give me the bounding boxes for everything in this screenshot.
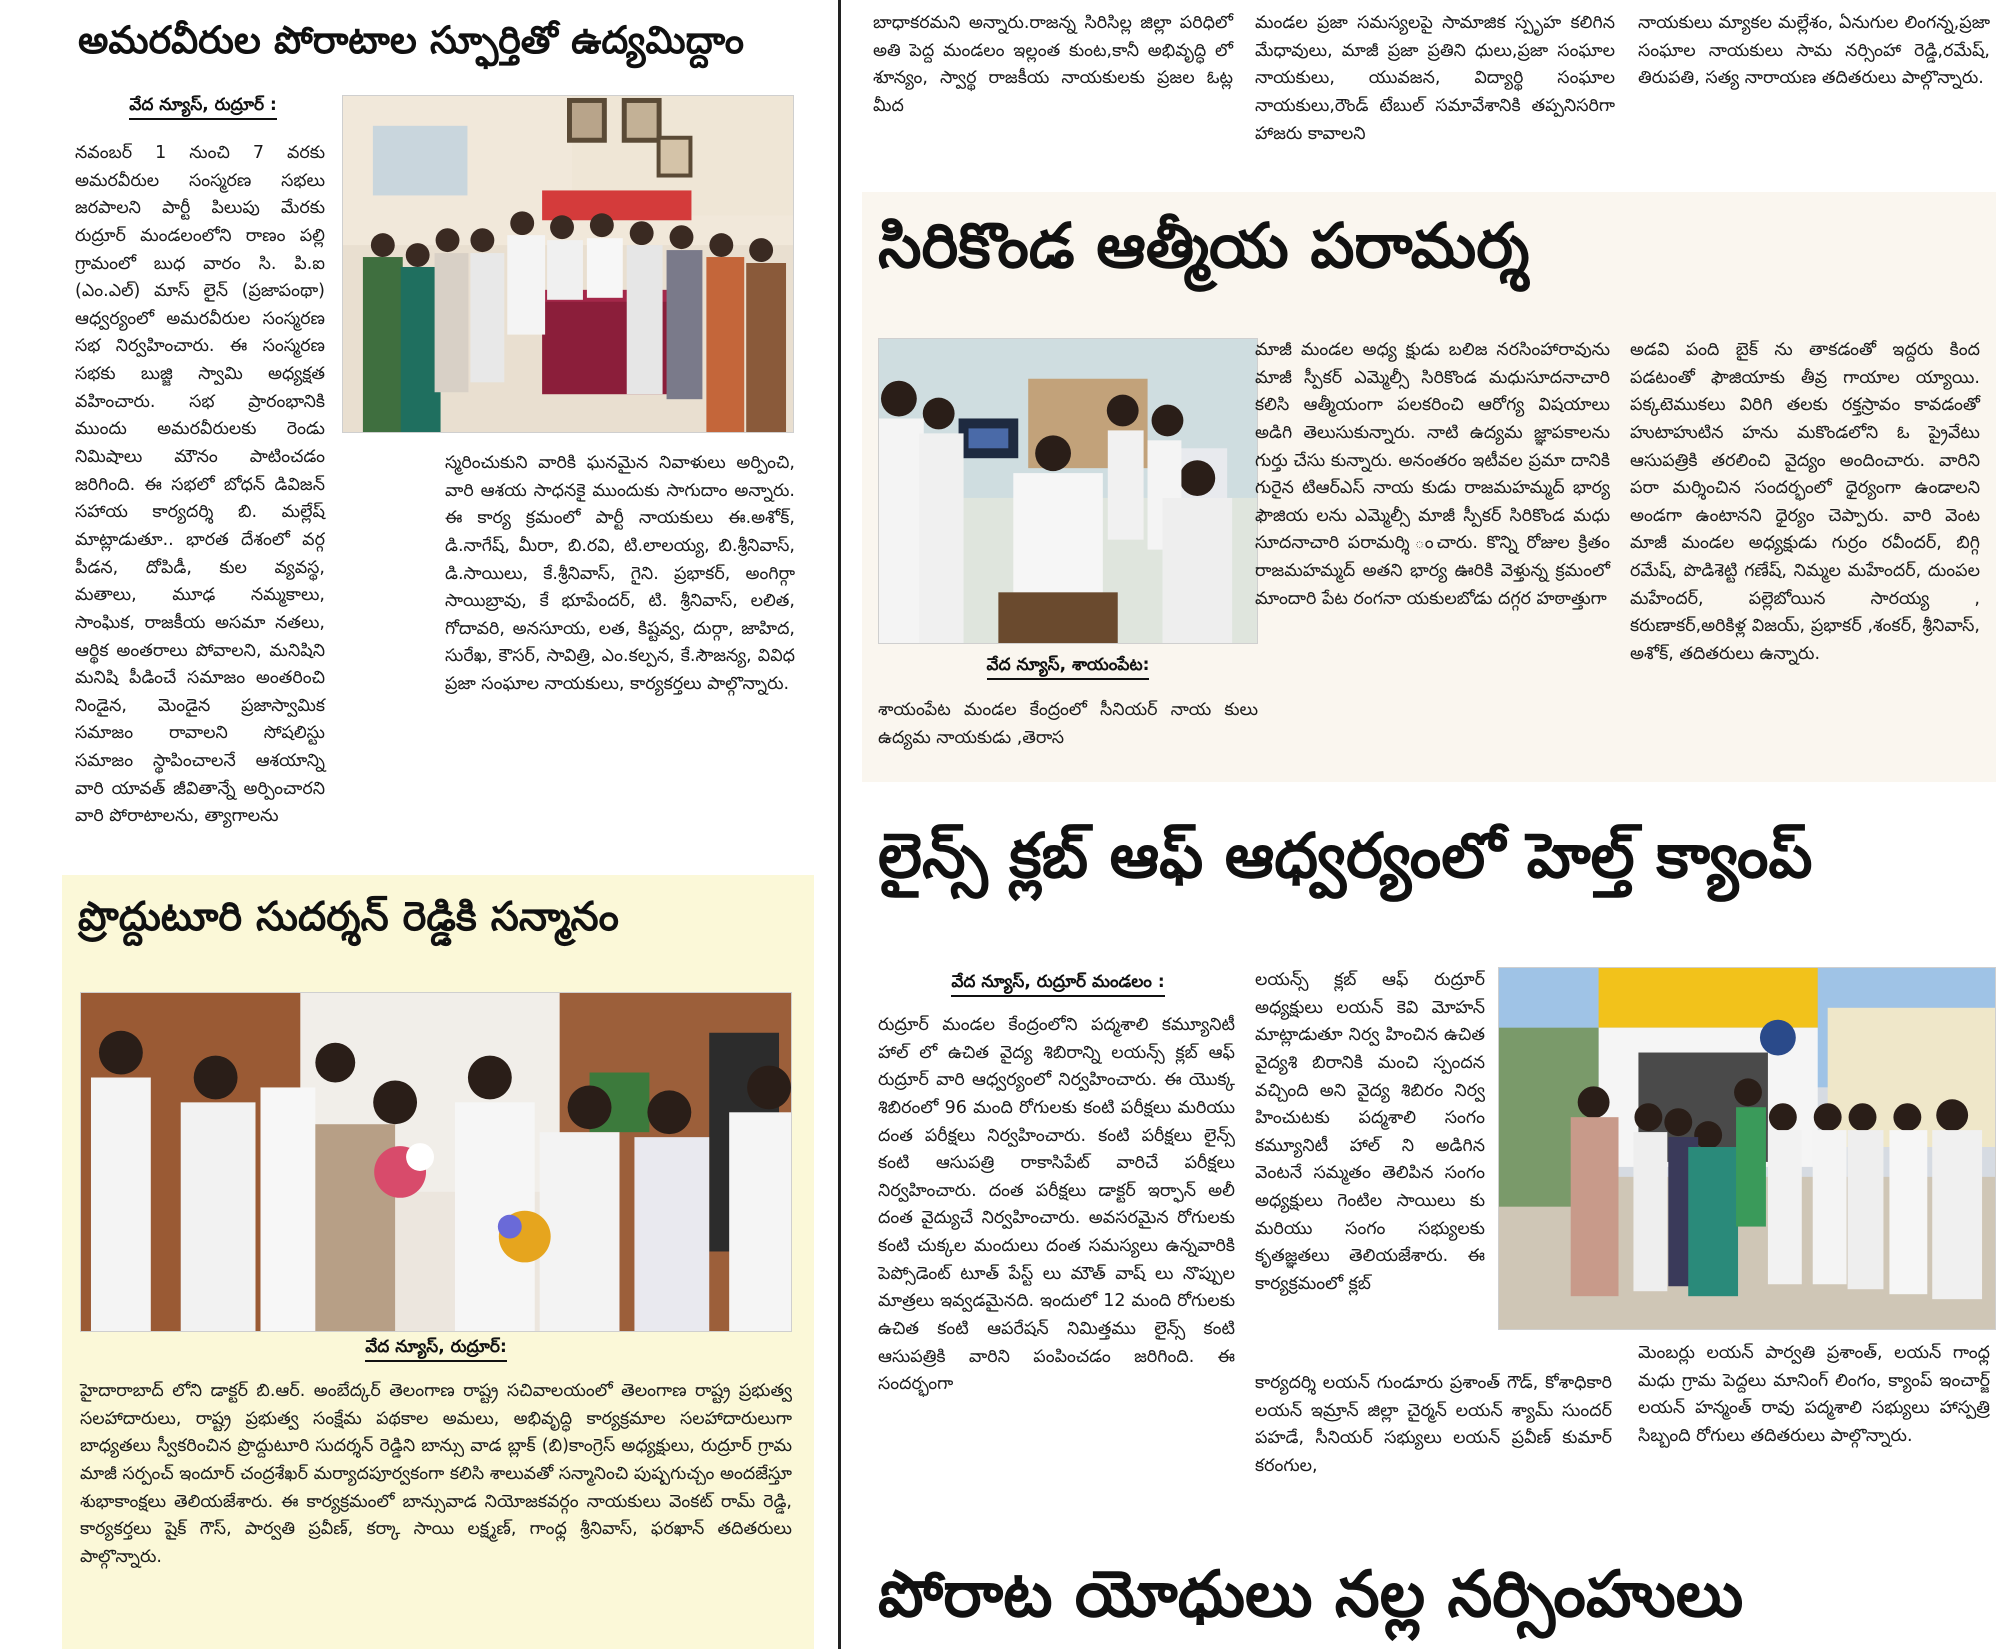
byline-lions: వేద న్యూస్, రుద్రూర్ మండలం : — [878, 972, 1238, 996]
article-sirikonda-col2: మాజీ మండల అధ్య క్షుడు బలిజ నరసింహారావును మాజీ స్పీకర్ ఎమ్మెల్సీ సిరికొండ మధుసూదనాచారి కలిసి ఆత్మీయంగా పలకరించి ఆరోగ్య విషయాలు అడిగి తెలుసుకున్నారు. నాటి ఉద్యమ జ్ఞాపకాలను గుర్తు చేసు కున్నారు. అనంతరం ఇటీవల ప్రమా దానికి గురైన టిఆర్ఎస్ నాయ కుడు రాజమహమ్మద్ భార్య ఫౌజియ లను ఎమ్మెల్సీ మాజీ స్పీకర్ సిరికొండ మధు సూదనాచారి పరామర్శి ంచారు. కొన్ని రోజుల క్రితం రాజమహమ్మద్ అతని భార్య ఊరికి వెళ్తున్న క్రమంలో మాందారి పేట రంగనా యకులబోడు దగ్గర హఠాత్తుగా — [1255, 340, 1610, 609]
byline-proddutoori: వేద న్యూస్, రుద్రూర్: — [80, 1337, 792, 1361]
byline-amaraveerula: వేద న్యూస్, రుద్రూర్ : — [78, 95, 328, 119]
article-proddutoori-body: హైదారాబాద్ లోని డాక్టర్ బి.ఆర్. అంబేద్కర్ తెలంగాణ రాష్ట్ర సచివాలయంలో తెలంగాణ రాష్ట్ర ప్రభుత్వ సలహాదారులు, రాష్ట్ర ప్రభుత్వ సంక్షేమ పథకాల అమలు, అభివృద్ధి కార్యక్రమాల సలహాదారులుగా బాధ్యతలు స్వీకరించిన ప్రొద్దుటూరి సుదర్శన్ రెడ్డిని బాన్సు వాడ బ్లాక్ (బి)కాంగ్రెస్ అధ్యక్షులు, రుద్రూర్ గ్రామ మాజీ సర్పంచ్ ఇందూర్ చంద్రశేఖర్ మర్యాదపూర్వకంగా కలిసి శాలువతో సన్మానించి పుష్పగుచ్చం అందజేస్తూ శుభాకాంక్షలు తెలియజేశారు. ఈ కార్యక్రమంలో బాన్సువాడ నియోజకవర్గం నాయకులు వెంకట్ రామ్ రెడ్డి, కార్యకర్తలు షైక్ గౌస్, పార్వతి ప్రవీణ్, కర్కా సాయి లక్ష్మణ్, గాంధ్ల శ్రీనివాస్, ఫరఖాన్ తదితరులు పాల్గొన్నారు. — [80, 1381, 792, 1567]
photo-sirikonda-visit — [878, 338, 1258, 644]
column-divider — [838, 0, 841, 1649]
headline-proddutoori: ప్రొద్దుటూరి సుదర్శన్ రెడ్డికి సన్మానం — [78, 894, 619, 940]
article-sirikonda-col3: అడవి పంది బైక్ ను తాకడంతో ఇద్దరు కింద పడటంతో ఫౌజియాకు తీవ్ర గాయాల య్యాయి. పక్కటెముకలు విరిగి తలకు రక్తస్రావం కావడంతో హుటాహుటిన హను మకొండలోని ఓ ప్రైవేటు ఆసుపత్రికి తరలించి వైద్యం అందించారు. వారిని పరా మర్శించిన సందర్భంలో ధైర్యంగా ఉండాలని అండగా ఉంటానని ధైర్యం చెప్పారు. వారి వెంట మాజీ మండల అధ్యక్షుడు గుర్రం రవీందర్, బిగ్గి రమేష్, పొడిశెట్టి గణేష్, నిమ్మల మహేందర్, దుంపల మహేందర్, పల్లెబోయిన సారయ్య , కరుణాకర్,అరికిళ్ల విజయ్, ప్రభాకర్ ,శంకర్, శ్రీనివాస్, అశోక్, తదితరులు ఉన్నారు. — [1630, 340, 1980, 665]
byline-sirikonda: వేద న్యూస్, శాయంపేట: — [878, 655, 1258, 679]
article-amaraveerula-col2: స్మరించుకుని వారికి ఘనమైన నివాళులు అర్పించి, వారి ఆశయ సాధనకై ముందుకు సాగుదాం అన్నారు. ఈ కార్య క్రమంలో పార్టీ నాయకులు ఈ.అశోక్, డి.నాగేష్, మీరా, బి.రవి, టి.లాలయ్య, బి.శ్రీనివాస్, డి.సాయిలు, కే.శ్రీనివాస్, గైని. ప్రభాకర్, అంగిర్గా సాయిబ్రావు, కే భూపేందర్, టి. శ్రీనివాస్, లలిత, గోదావరి, అనసూయ, లత, కిష్టవ్వ, దుర్గా, జాహిద, సురేఖ, కౌసర్, సావిత్రి, ఎం.కల్పన, కే.సౌజన్య, వివిధ ప్రజా సంఘాల నాయకులు, కార్యకర్తలు పాల్గొన్నారు. — [445, 453, 795, 695]
article-lions-col2: లయన్స్ క్లబ్ ఆఫ్ రుద్రూర్ అధ్యక్షులు లయన్ కెవి మోహన్ మాట్లాడుతూ నిర్వ హించిన ఉచిత వైద్యశి బిరానికి మంచి స్పందన వచ్చింది అని వైద్య శిబిరం నిర్వ హించుటకు పద్మశాలి సంగం కమ్యూనిటీ హాల్ ని అడిగిన వెంటనే సమ్మతం తెలిపిన సంగం అధ్యక్షులు గెంటిల సాయిలు కు మరియు సంగం సభ్యులకు కృతజ్ఞతలు తెలియజేశారు. ఈ కార్యక్రమంలో క్లబ్ — [1255, 970, 1485, 1295]
headline-amaraveerula: అమరవీరుల పోరాటాల స్ఫూర్తితో ఉద్యమిద్దాం — [78, 18, 744, 62]
article-sirikonda-caption-text: శాయంపేట మండల కేంద్రంలో సీనియర్ నాయ కులు ఉద్యమ నాయకుడు ,తెరాస — [878, 700, 1258, 748]
continuation-col2: మండల ప్రజా సమస్యలపై సామాజిక స్పృహ కలిగిన మేధావులు, మాజీ ప్రజా ప్రతిని ధులు,ప్రజా సంఘాల నాయకులు, యువజన, విద్యార్థి సంఘాల నాయకులు,రౌండ్ టేబుల్ సమావేశానికి తప్పనిసరిగా హాజరు కావాలని — [1255, 13, 1615, 144]
headline-poraata: పోరాట యోధులు నల్ల నర్సింహులు — [878, 1558, 1744, 1632]
continuation-col3: నాయకులు మ్యాకల మల్లేశం, ఏనుగుల లింగన్న,ప్రజా సంఘాల నాయకులు సామ నర్సింహా రెడ్డి,రమేష్, తిరుపతి, సత్య నారాయణ తదితరులు పాల్గొన్నారు. — [1638, 13, 1990, 89]
photo-health-camp — [1498, 967, 1996, 1330]
photo-memorial-meeting — [342, 95, 794, 433]
photo-felicitation — [80, 992, 792, 1332]
headline-sirikonda: సిరికొండ ఆత్మీయ పరామర్శ — [878, 209, 1530, 282]
article-lions-col3: మెంబర్లు లయన్ పార్వతి ప్రశాంత్, లయన్ గాంధ్ల మధు గ్రామ పెద్దలు మానింగ్ లింగం, క్యాంప్ ఇంచార్జ్ లయన్ హన్మంత్ రావు పద్మశాలి సభ్యులు హాస్పత్రి సిబ్బంది రోగులు తదితరులు పాల్గొన్నారు. — [1638, 1343, 1990, 1446]
continuation-col1: బాధాకరమని అన్నారు.రాజన్న సిరిసిల్ల జిల్లా పరిధిలో అతి పెద్ద మండలం ఇల్లంత కుంట,కానీ అభివృద్ధి లో శూన్యం, స్వార్థ రాజకీయ నాయకులకు ప్రజల ఓట్ల మీద — [873, 13, 1233, 116]
article-lions-wide: కార్యదర్శి లయన్ గుండూరు ప్రశాంత్ గౌడ్, కోశాధికారి లయన్ ఇమ్రాన్ జిల్లా చైర్మన్ లయన్ శ్యామ్ సుందర్ పహడే, సీనియర్ సభ్యులు లయన్ ప్రవీణ్ కుమార్ కరంగుల, — [1255, 1373, 1612, 1476]
headline-lions: లైన్స్ క్లబ్ ఆఫ్ ఆధ్వర్యంలో హెల్త్ క్యాంప్ — [878, 819, 1813, 892]
article-amaraveerula-col1: నవంబర్ 1 నుంచి 7 వరకు అమరవీరుల సంస్మరణ సభలు జరపాలని పార్టీ పిలుపు మేరకు రుద్రూర్ మండలంలోని రాణం పల్లి గ్రామంలో బుధ వారం సి. పి.ఐ (ఎం.ఎల్) మాస్ లైన్ (ప్రజాపంథా) ఆధ్వర్యంలో అమరవీరుల సంస్మరణ సభ నిర్వహించారు. ఈ సంస్మరణ సభకు బుజ్జి స్వామి అధ్యక్షత వహించారు. సభ ప్రారంభానికి ముందు అమరవీరులకు రెండు నిమిషాలు మౌనం పాటించడం జరిగింది. ఈ సభలో బోధన్ డివిజన్ సహాయ కార్యదర్శి బి. మల్లేష్ మాట్లాడుతూ.. భారత దేశంలో వర్గ పీడన, దోపిడీ, కుల వ్యవస్థ, మతాలు, మూఢ నమ్మకాలు, సాంఘిక, రాజకీయ అసమా నతలు, ఆర్థిక అంతరాలు పోవాలని, మనిషిని మనిషి పీడించే సమాజం అంతరించి నిండైన, మెండైన ప్రజాస్వామిక సమాజం రావాలని సోషలిస్టు సమాజం స్థాపించాలనే ఆశయాన్ని వారి యావత్ జీవితాన్నే అర్పించారని వారి పోరాటాలను, త్యాగాలను — [75, 143, 325, 827]
article-lions-col1: రుద్రూర్ మండల కేంద్రంలోని పద్మశాలి కమ్యూనిటీ హాల్ లో ఉచిత వైద్య శిబిరాన్ని లయన్స్ క్లబ్ ఆఫ్ రుద్రూర్ వారి ఆధ్వర్యంలో నిర్వహించారు. ఈ యొక్క శిబిరంలో 96 మంది రోగులకు కంటి పరీక్షలు మరియు దంత పరీక్షలు నిర్వహించారు. కంటి పరీక్షలు లైన్స్ కంటి ఆసుపత్రి రాకాసిపేట్ వారిచే పరీక్షలు నిర్వహించారు. దంత పరీక్షలు డాక్టర్ ఇర్ఫాన్ అలీ దంత వైద్యుచే నిర్వహించారు. అవసరమైన రోగులకు కంటి చుక్కల మందులు దంత సమస్యలు ఉన్నవారికి పెప్సోడెంట్ టూత్ పేస్ట్ లు మౌత్ వాష్ లు నొప్పుల మాత్రలు ఇవ్వడమైనది. ఇందులో 12 మంది రోగులకు ఉచిత కంటి ఆపరేషన్ నిమిత్తము లైన్స్ కంటి ఆసుపత్రికి వారిని పంపించడం జరిగింది. ఈ సందర్భంగా — [878, 1015, 1235, 1395]
